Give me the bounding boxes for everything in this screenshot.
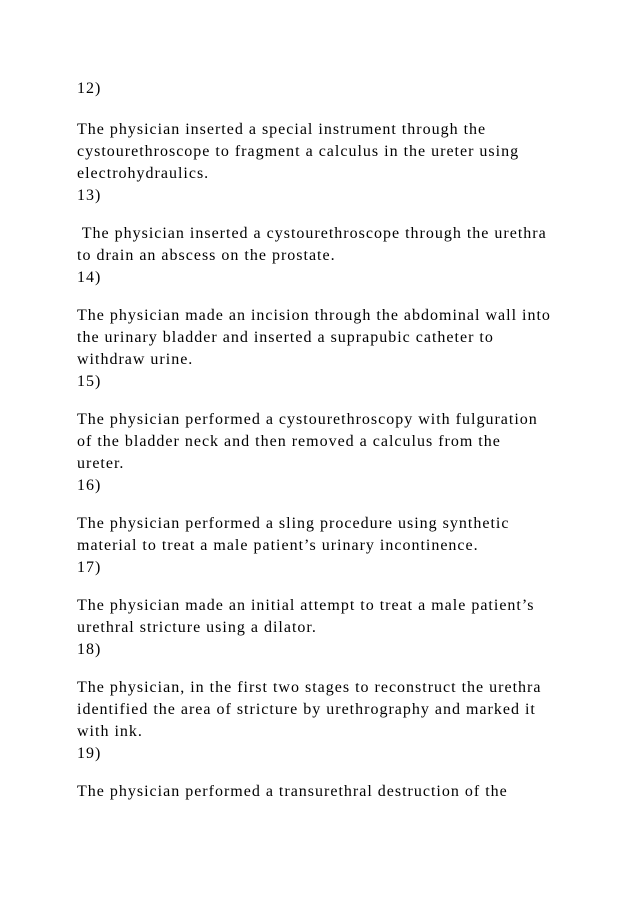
question-15-line-1: The physician performed a cystourethroscopy with fulguration [77,411,538,428]
item-number-16: 16) [77,477,102,494]
item-number-18: 18) [77,641,102,658]
question-14-line-2: the urinary bladder and inserted a suprapubic catheter to [77,329,494,346]
question-18-line-3: with ink. [77,723,143,740]
item-number-12: 12) [77,80,102,97]
question-17-line-1: The physician made an initial attempt to treat a male patient’s [77,597,535,614]
question-15-line-2: of the bladder neck and then removed a calculus from the [77,433,501,450]
question-15-line-3: ureter. [77,455,125,472]
question-13-line-2: to drain an abscess on the prostate. [77,247,336,264]
question-13-line-1: The physician inserted a cystourethroscope through the urethra [77,225,547,242]
question-16-line-2: material to treat a male patient’s urinary incontinence. [77,537,479,554]
question-18-line-2: identified the area of stricture by urethrography and marked it [77,701,536,718]
question-19-line-1: The physician performed a transurethral destruction of the [77,783,508,800]
question-17-line-2: urethral stricture using a dilator. [77,619,317,636]
item-number-19: 19) [77,745,102,762]
item-number-13: 13) [77,187,102,204]
question-14-line-1: The physician made an incision through the abdominal wall into [77,307,551,324]
question-16-line-1: The physician performed a sling procedure using synthetic [77,515,510,532]
item-number-14: 14) [77,269,102,286]
item-number-17: 17) [77,559,102,576]
item-number-15: 15) [77,373,102,390]
question-14-line-3: withdraw urine. [77,351,194,368]
question-18-line-1: The physician, in the first two stages to reconstruct the urethra [77,679,542,696]
question-12-line-2: cystourethroscope to fragment a calculus in the ureter using [77,143,520,160]
question-12-line-1: The physician inserted a special instrument through the [77,121,487,138]
question-12-line-3: electrohydraulics. [77,165,210,182]
